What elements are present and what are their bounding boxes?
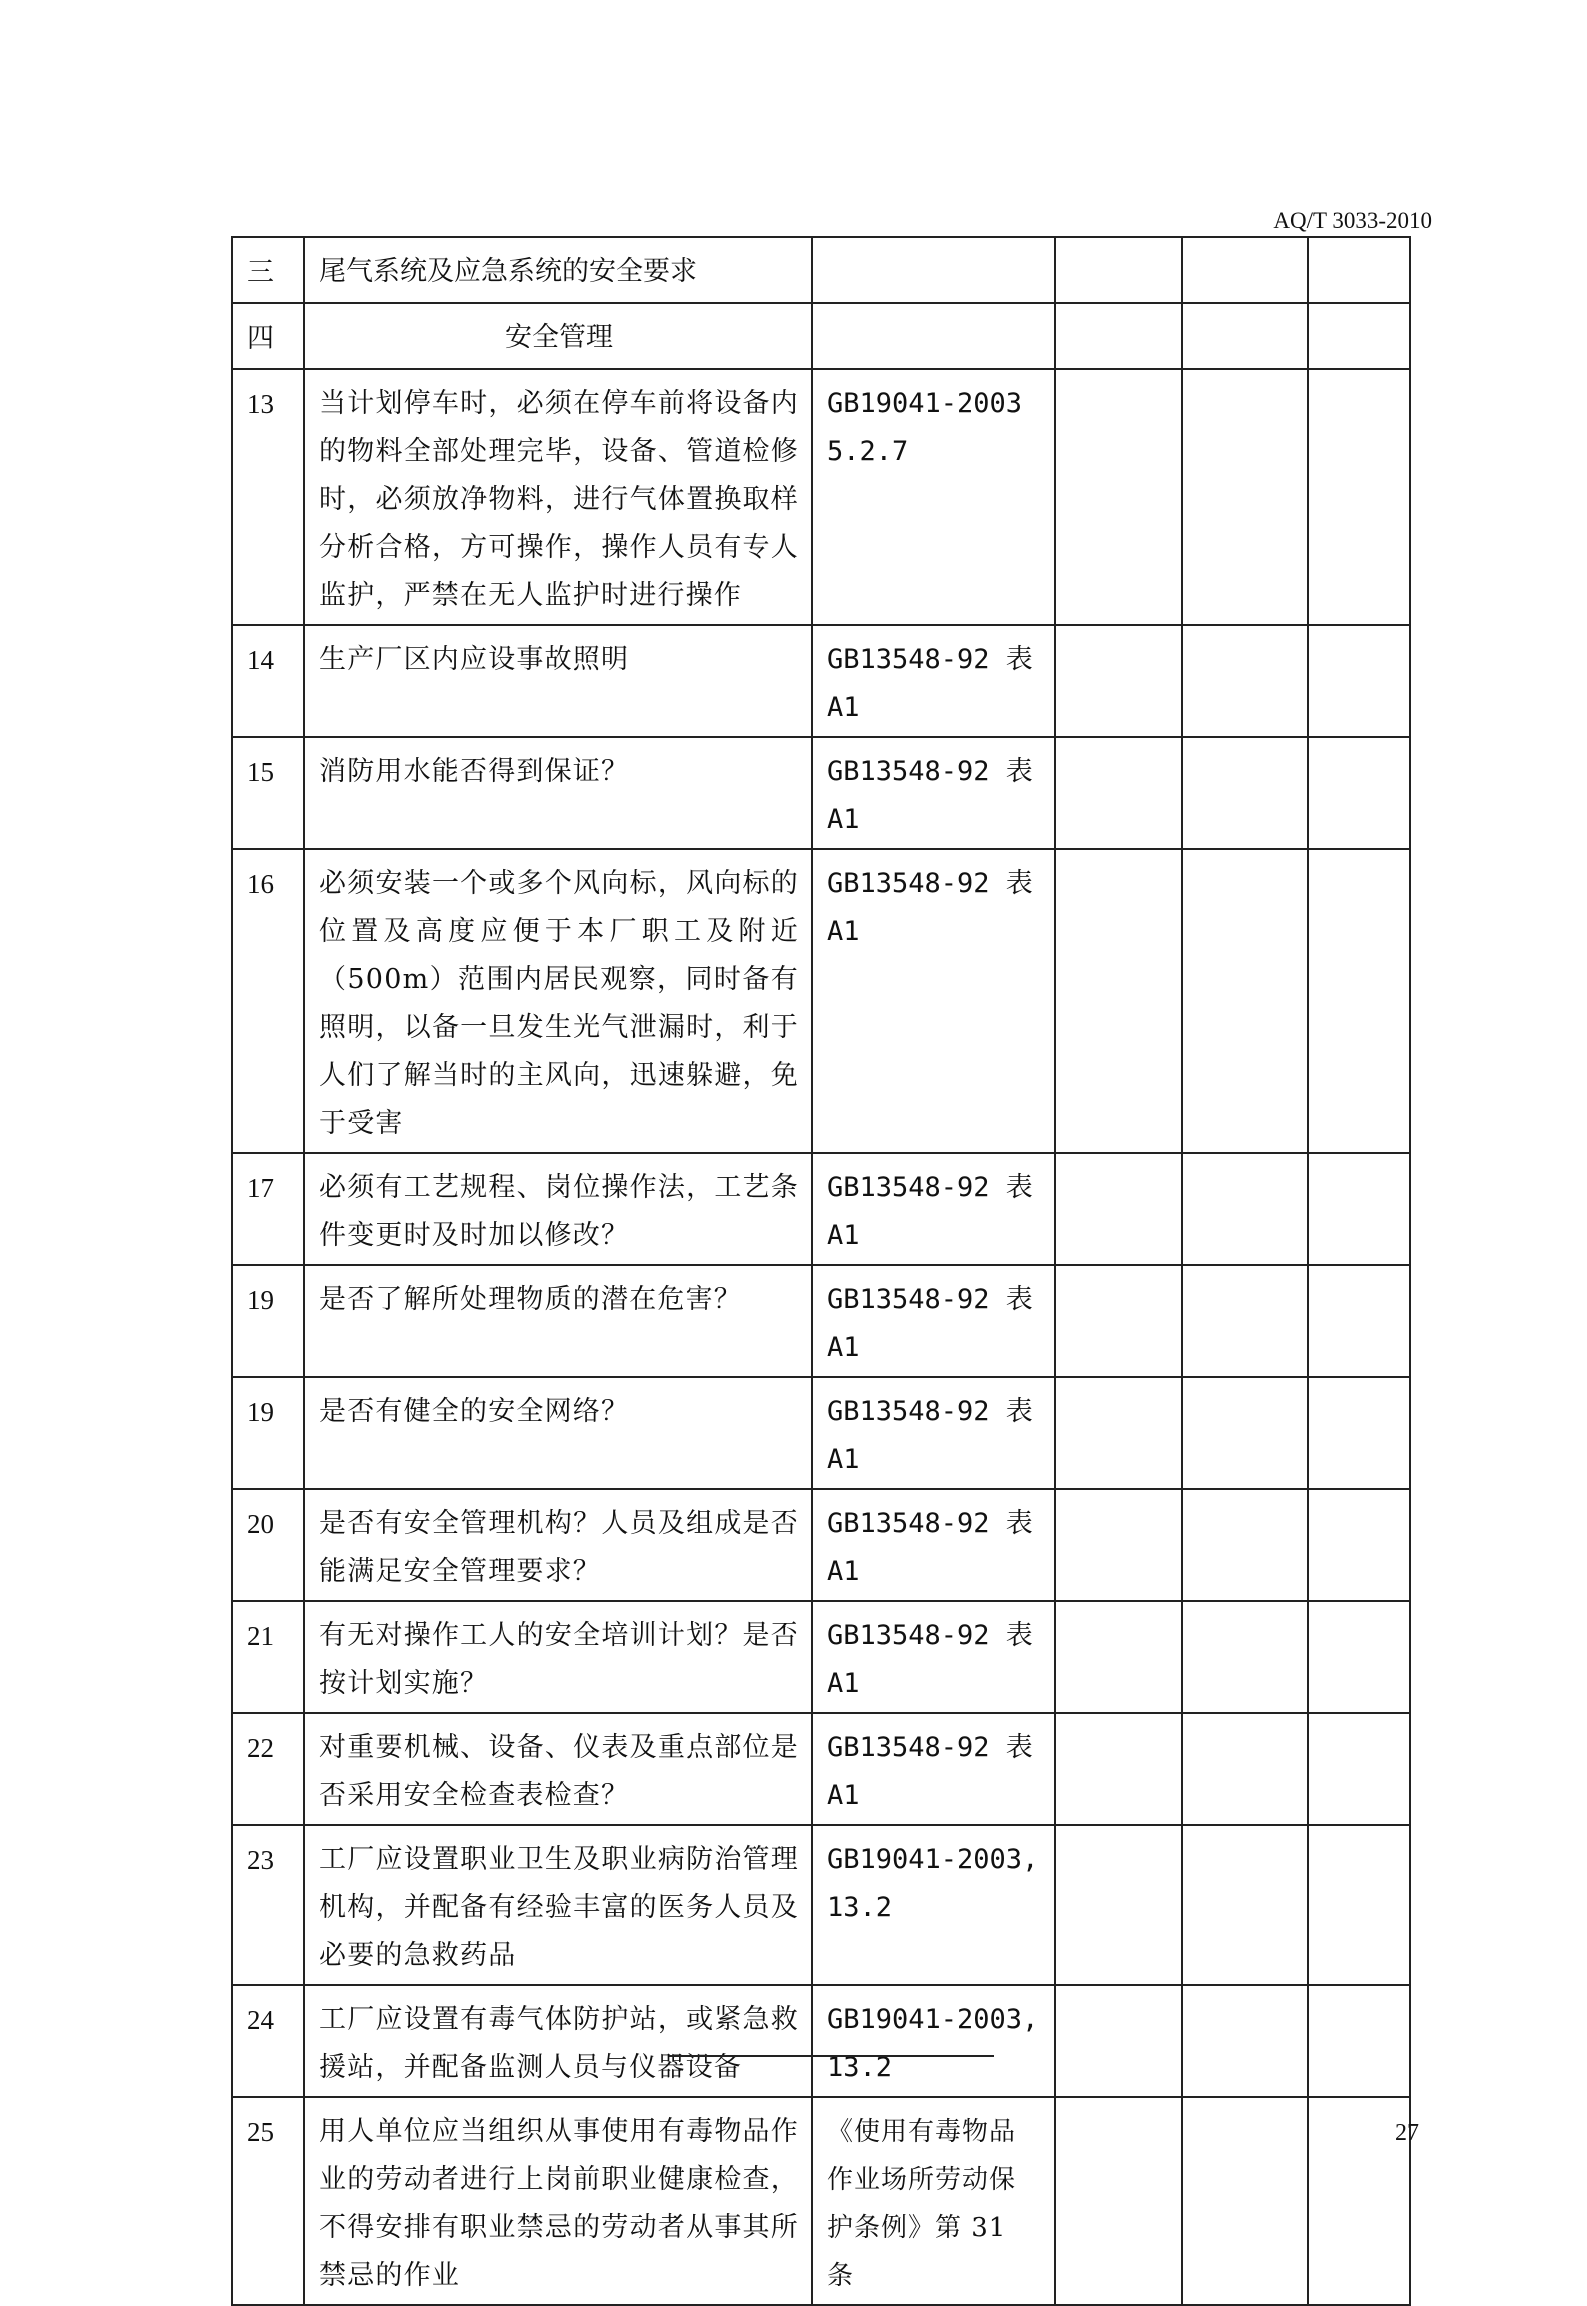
item-number: 19	[232, 1377, 304, 1489]
reference-text: GB19041-2003,13.2	[812, 1985, 1055, 2097]
empty-cell	[1055, 1265, 1182, 1377]
empty-cell	[812, 237, 1055, 303]
reference-text: GB13548-92 表 A1	[812, 1489, 1055, 1601]
empty-cell	[1182, 1985, 1308, 2097]
empty-cell	[812, 303, 1055, 369]
table-row	[232, 849, 1410, 1153]
table-row	[232, 1377, 1410, 1489]
reference-text: GB13548-92 表 A1	[812, 1713, 1055, 1825]
requirement-text: 必须有工艺规程、岗位操作法，工艺条件变更时及时加以修改？	[304, 1153, 812, 1265]
table-row	[232, 1489, 1410, 1601]
empty-cell	[1055, 849, 1182, 1153]
requirement-text: 是否有健全的安全网络？	[304, 1377, 812, 1489]
empty-cell	[1308, 625, 1410, 737]
table-row	[232, 1825, 1410, 1985]
reference-text: GB13548-92 表 A1	[812, 1265, 1055, 1377]
item-number: 23	[232, 1825, 304, 1985]
footer-divider	[669, 2055, 994, 2057]
reference-text: GB13548-92 表 A1	[812, 1377, 1055, 1489]
empty-cell	[1182, 1265, 1308, 1377]
empty-cell	[1182, 1713, 1308, 1825]
item-number: 13	[232, 369, 304, 625]
empty-cell	[1055, 1489, 1182, 1601]
section-row	[232, 237, 1410, 303]
empty-cell	[1055, 237, 1182, 303]
requirement-text: 必须安装一个或多个风向标，风向标的位置及高度应便于本厂职工及附近（500m）范围内居民观察，同时备有照明，以备一旦发生光气泄漏时，利于人们了解当时的主风向，迅速躲避，免于受害	[304, 849, 812, 1153]
empty-cell	[1055, 737, 1182, 849]
empty-cell	[1055, 1153, 1182, 1265]
empty-cell	[1182, 1601, 1308, 1713]
empty-cell	[1182, 303, 1308, 369]
table-row	[232, 2097, 1410, 2305]
item-number: 16	[232, 849, 304, 1153]
empty-cell	[1182, 737, 1308, 849]
item-number: 25	[232, 2097, 304, 2305]
reference-text: GB13548-92 表 A1	[812, 737, 1055, 849]
item-number: 20	[232, 1489, 304, 1601]
empty-cell	[1055, 1985, 1182, 2097]
empty-cell	[1182, 237, 1308, 303]
reference-text: GB13548-92 表 A1	[812, 625, 1055, 737]
reference-text: 《使用有毒物品作业场所劳动保护条例》第 31 条	[812, 2097, 1055, 2305]
item-number: 22	[232, 1713, 304, 1825]
empty-cell	[1308, 1377, 1410, 1489]
reference-text: GB13548-92 表 A1	[812, 1601, 1055, 1713]
empty-cell	[1308, 369, 1410, 625]
empty-cell	[1308, 1601, 1410, 1713]
requirement-text: 用人单位应当组织从事使用有毒物品作业的劳动者进行上岗前职业健康检查，不得安排有职业禁忌的劳动者从事其所禁忌的作业	[304, 2097, 812, 2305]
item-number: 15	[232, 737, 304, 849]
empty-cell	[1055, 369, 1182, 625]
empty-cell	[1055, 303, 1182, 369]
standard-code: AQ/T 3033-2010	[1273, 208, 1432, 233]
section-row	[232, 303, 1410, 369]
page-number: 27	[1395, 2120, 1419, 2146]
empty-cell	[1182, 1377, 1308, 1489]
requirement-text: 有无对操作工人的安全培训计划？是否按计划实施？	[304, 1601, 812, 1713]
empty-cell	[1182, 1153, 1308, 1265]
empty-cell	[1308, 1825, 1410, 1985]
empty-cell	[1182, 849, 1308, 1153]
empty-cell	[1055, 1377, 1182, 1489]
section-number: 三	[232, 237, 304, 303]
empty-cell	[1055, 1713, 1182, 1825]
empty-cell	[1182, 369, 1308, 625]
empty-cell	[1055, 1825, 1182, 1985]
item-number: 19	[232, 1265, 304, 1377]
requirement-text: 对重要机械、设备、仪表及重点部位是否采用安全检查表检查？	[304, 1713, 812, 1825]
empty-cell	[1308, 1153, 1410, 1265]
table-row	[232, 737, 1410, 849]
requirement-text: 消防用水能否得到保证？	[304, 737, 812, 849]
table-row	[232, 1601, 1410, 1713]
item-number: 14	[232, 625, 304, 737]
requirement-text: 生产厂区内应设事故照明	[304, 625, 812, 737]
empty-cell	[1308, 1489, 1410, 1601]
reference-text: GB19041-2003 5.2.7	[812, 369, 1055, 625]
requirement-text: 工厂应设置职业卫生及职业病防治管理机构，并配备有经验丰富的医务人员及必要的急救药品	[304, 1825, 812, 1985]
table-row	[232, 1985, 1410, 2097]
reference-text: GB13548-92 表 A1	[812, 1153, 1055, 1265]
item-number: 21	[232, 1601, 304, 1713]
empty-cell	[1182, 1825, 1308, 1985]
empty-cell	[1308, 237, 1410, 303]
table-row	[232, 1153, 1410, 1265]
reference-text: GB19041-2003,13.2	[812, 1825, 1055, 1985]
requirement-text: 工厂应设置有毒气体防护站，或紧急救援站，并配备监测人员与仪器设备	[304, 1985, 812, 2097]
table-row	[232, 1265, 1410, 1377]
empty-cell	[1308, 1265, 1410, 1377]
empty-cell	[1308, 303, 1410, 369]
empty-cell	[1308, 737, 1410, 849]
section-title: 安全管理	[304, 303, 812, 369]
item-number: 17	[232, 1153, 304, 1265]
empty-cell	[1308, 849, 1410, 1153]
item-number: 24	[232, 1985, 304, 2097]
table-row	[232, 369, 1410, 625]
requirement-text: 是否有安全管理机构？人员及组成是否能满足安全管理要求？	[304, 1489, 812, 1601]
safety-checklist-table	[231, 236, 1411, 2306]
requirement-text: 当计划停车时，必须在停车前将设备内的物料全部处理完毕，设备、管道检修时，必须放净物料，进行气体置换取样分析合格，方可操作，操作人员有专人监护，严禁在无人监护时进行操作	[304, 369, 812, 625]
table-row	[232, 1713, 1410, 1825]
section-number: 四	[232, 303, 304, 369]
empty-cell	[1308, 1713, 1410, 1825]
section-title: 尾气系统及应急系统的安全要求	[304, 237, 812, 303]
empty-cell	[1182, 625, 1308, 737]
empty-cell	[1055, 625, 1182, 737]
reference-text: GB13548-92 表 A1	[812, 849, 1055, 1153]
empty-cell	[1055, 1601, 1182, 1713]
empty-cell	[1055, 2097, 1182, 2305]
empty-cell	[1182, 2097, 1308, 2305]
requirement-text: 是否了解所处理物质的潜在危害？	[304, 1265, 812, 1377]
table-row	[232, 625, 1410, 737]
empty-cell	[1308, 1985, 1410, 2097]
empty-cell	[1182, 1489, 1308, 1601]
